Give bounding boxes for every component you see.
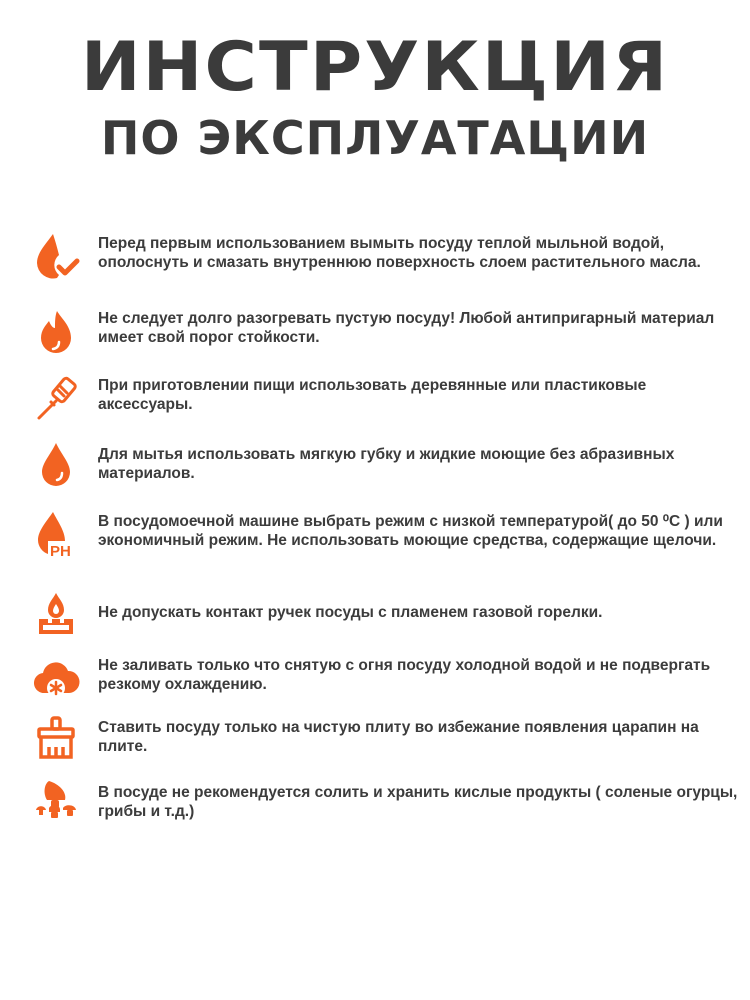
instruction-text: Не заливать только что снятую с огня посуду холодной водой и не подвергать резкому охлаждению. bbox=[98, 657, 711, 693]
cloud-snowflake-icon bbox=[28, 650, 84, 706]
instruction-text: Не следует долго разогревать пустую посуду! Любой антипригарный материал имеет свой порог стойкости. bbox=[98, 310, 715, 346]
drop-icon bbox=[28, 437, 84, 493]
instruction-item bbox=[28, 650, 743, 706]
spatula-icon bbox=[28, 372, 84, 428]
instruction-text: Ставить посуду только на чистую плиту во избежание появления царапин на плите. bbox=[98, 719, 699, 755]
instruction-item bbox=[28, 710, 743, 766]
page-subtitle: ПО ЭКСПЛУАТАЦИИ bbox=[100, 111, 650, 165]
instruction-text: В посудомоечной машине выбрать режим с низкой температурой( до 50 ⁰С ) или экономичный режим. Не использовать моющие средства, содержащие щелочи. bbox=[98, 513, 723, 549]
drop-check-icon bbox=[28, 228, 84, 284]
instruction-item bbox=[28, 437, 743, 493]
svg-text:PH: PH bbox=[50, 543, 71, 559]
instruction-item bbox=[28, 305, 743, 361]
instruction-item bbox=[28, 586, 743, 642]
drop-ph-icon bbox=[28, 506, 84, 562]
instruction-text: В посуде не рекомендуется солить и хранить кислые продукты ( соленые огурцы, грибы и т.д.) bbox=[98, 784, 738, 820]
brush-icon bbox=[28, 710, 84, 766]
instruction-text: Перед первым использованием вымыть посуду теплой мыльной водой, ополоснуть и смазать внутреннюю поверхность слоем растительного масла. bbox=[98, 235, 701, 271]
flame-icon bbox=[28, 305, 84, 361]
page-title: ИНСТРУКЦИЯ bbox=[80, 28, 670, 107]
mushrooms-icon bbox=[28, 775, 84, 831]
instruction-text: Для мытья использовать мягкую губку и жидкие моющие без абразивных материалов. bbox=[98, 446, 675, 482]
instruction-item bbox=[28, 228, 743, 284]
instruction-item bbox=[28, 372, 743, 428]
instruction-text: При приготовлении пищи использовать деревянные или пластиковые аксессуары. bbox=[98, 377, 647, 413]
instruction-text: Не допускать контакт ручек посуды с пламенем газовой горелки. bbox=[98, 604, 603, 621]
gas-burner-icon bbox=[28, 586, 84, 642]
instruction-item bbox=[28, 775, 743, 831]
instruction-item bbox=[28, 506, 743, 562]
